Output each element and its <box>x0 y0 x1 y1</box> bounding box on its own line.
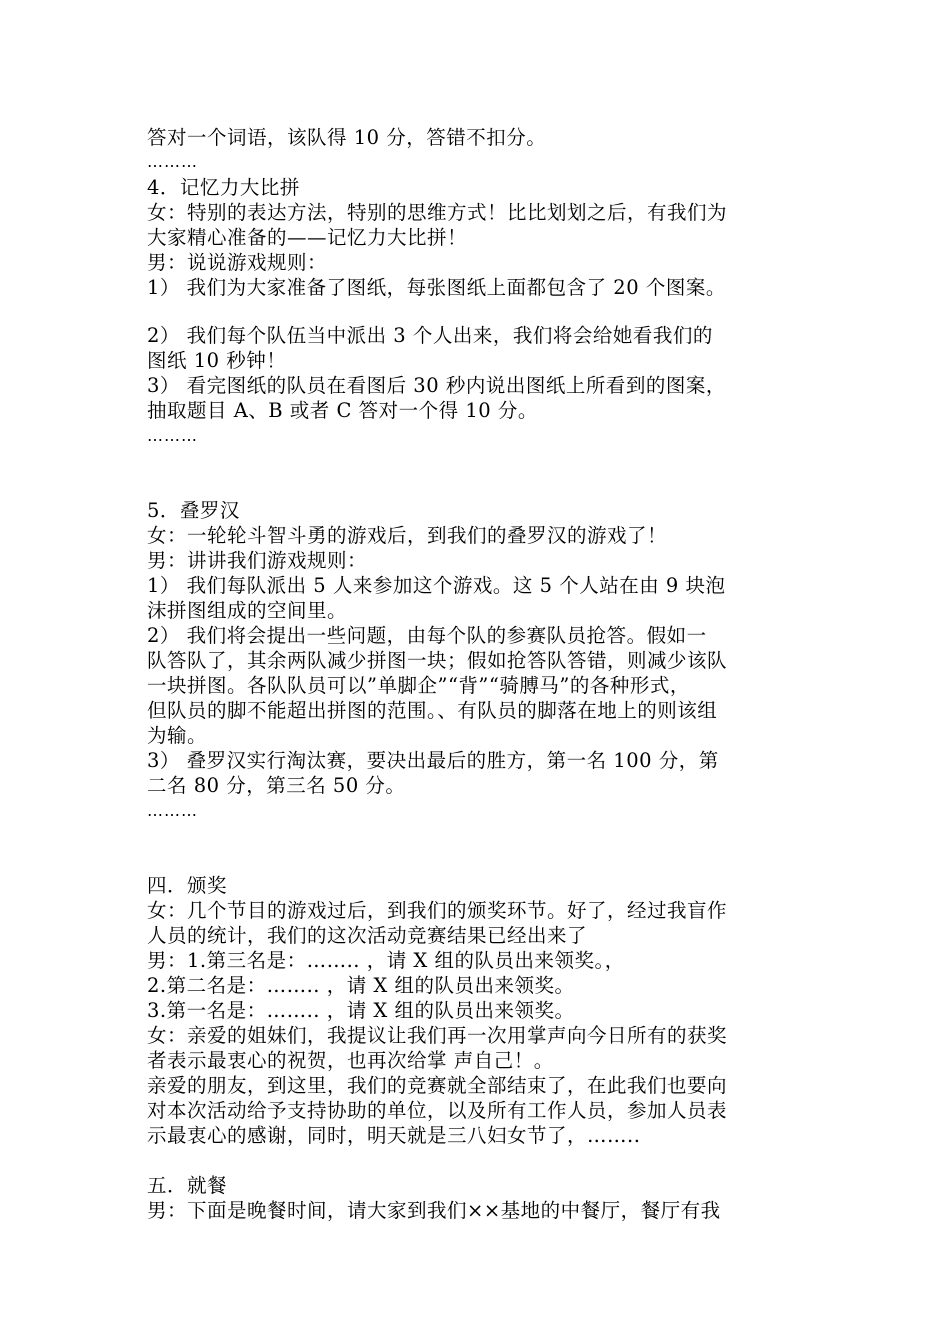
text-line: 3） 看完图纸的队员在看图后 30 秒内说出图纸上所看到的图案， <box>147 374 726 397</box>
text-line: 2.第二名是：…….. ，请 X 组的队员出来领奖。 <box>147 974 575 997</box>
text-line: 为输。 <box>147 724 208 747</box>
text-line: 亲爱的朋友，到这里，我们的竞赛就全部结束了，在此我们也要向 <box>147 1074 728 1097</box>
ellipsis-line: ……… <box>147 426 198 445</box>
text-line: 3） 叠罗汉实行淘汰赛，要决出最后的胜方，第一名 100 分，第 <box>147 749 719 772</box>
text-line: 男：说说游戏规则： <box>147 251 328 274</box>
text-line: 女：一轮轮斗智斗勇的游戏后，到我们的叠罗汉的游戏了！ <box>147 524 668 547</box>
text-line: 图纸 10 秒钟！ <box>147 349 287 372</box>
text-line: 2） 我们将会提出一些问题，由每个队的参赛队员抢答。假如一 <box>147 624 707 647</box>
ellipsis-line: ……… <box>147 152 198 171</box>
section-heading: 5．叠罗汉 <box>147 499 240 522</box>
section-heading: 四．颁奖 <box>147 874 228 897</box>
ellipsis-line: ……… <box>147 801 198 820</box>
text-line: 一块拼图。各队队员可以”单脚企”“背”“骑膊马”的各种形式， <box>147 674 690 697</box>
section-heading: 五．就餐 <box>147 1174 228 1197</box>
text-line: 女：特别的表达方法，特别的思维方式！比比划划之后，有我们为 <box>147 201 728 224</box>
text-line: 1） 我们每队派出 5 人来参加这个游戏。这 5 个人站在由 9 块泡 <box>147 574 726 597</box>
text-line: 大家精心准备的——记忆力大比拼！ <box>147 226 468 249</box>
text-line: 队答队了，其余两队减少拼图一块；假如抢答队答错，则减少该队 <box>147 649 728 672</box>
text-line: 对本次活动给予支持协助的单位，以及所有工作人员，参加人员表 <box>147 1099 728 1122</box>
text-line: 抽取题目 A、B 或者 C 答对一个得 10 分。 <box>147 399 538 422</box>
text-line: 人员的统计，我们的这次活动竞赛结果已经出来了 <box>147 924 588 947</box>
text-line: 2） 我们每个队伍当中派出 3 个人出来，我们将会给她看我们的 <box>147 324 713 347</box>
text-line: 者表示最衷心的祝贺，也再次给掌 声自己！。 <box>147 1049 554 1072</box>
text-line: 1） 我们为大家准备了图纸，每张图纸上面都包含了 20 个图案。 <box>147 276 726 299</box>
text-line: 男：讲讲我们游戏规则： <box>147 549 368 572</box>
text-line: 沫拼图组成的空间里。 <box>147 599 348 622</box>
text-line: 男：下面是晚餐时间，请大家到我们××基地的中餐厅，餐厅有我 <box>147 1199 721 1222</box>
text-line: 男：1.第三名是：…….. ，请 X 组的队员出来领奖。， <box>147 949 625 972</box>
text-line: 3.第一名是：…….. ，请 X 组的队员出来领奖。 <box>147 999 575 1022</box>
text-line: 示最衷心的感谢，同时，明天就是三八妇女节了，…….. <box>147 1124 641 1147</box>
text-line: 但队员的脚不能超出拼图的范围。、有队员的脚落在地上的则该组 <box>147 699 718 722</box>
text-line: 答对一个词语，该队得 10 分，答错不扣分。 <box>147 126 547 149</box>
section-heading: 4．记忆力大比拼 <box>147 176 300 199</box>
text-line: 二名 80 分，第三名 50 分。 <box>147 774 406 797</box>
text-line: 女：亲爱的姐妹们，我提议让我们再一次用掌声向今日所有的获奖 <box>147 1024 728 1047</box>
text-line: 女：几个节目的游戏过后，到我们的颁奖环节。好了，经过我盲作 <box>147 899 728 922</box>
